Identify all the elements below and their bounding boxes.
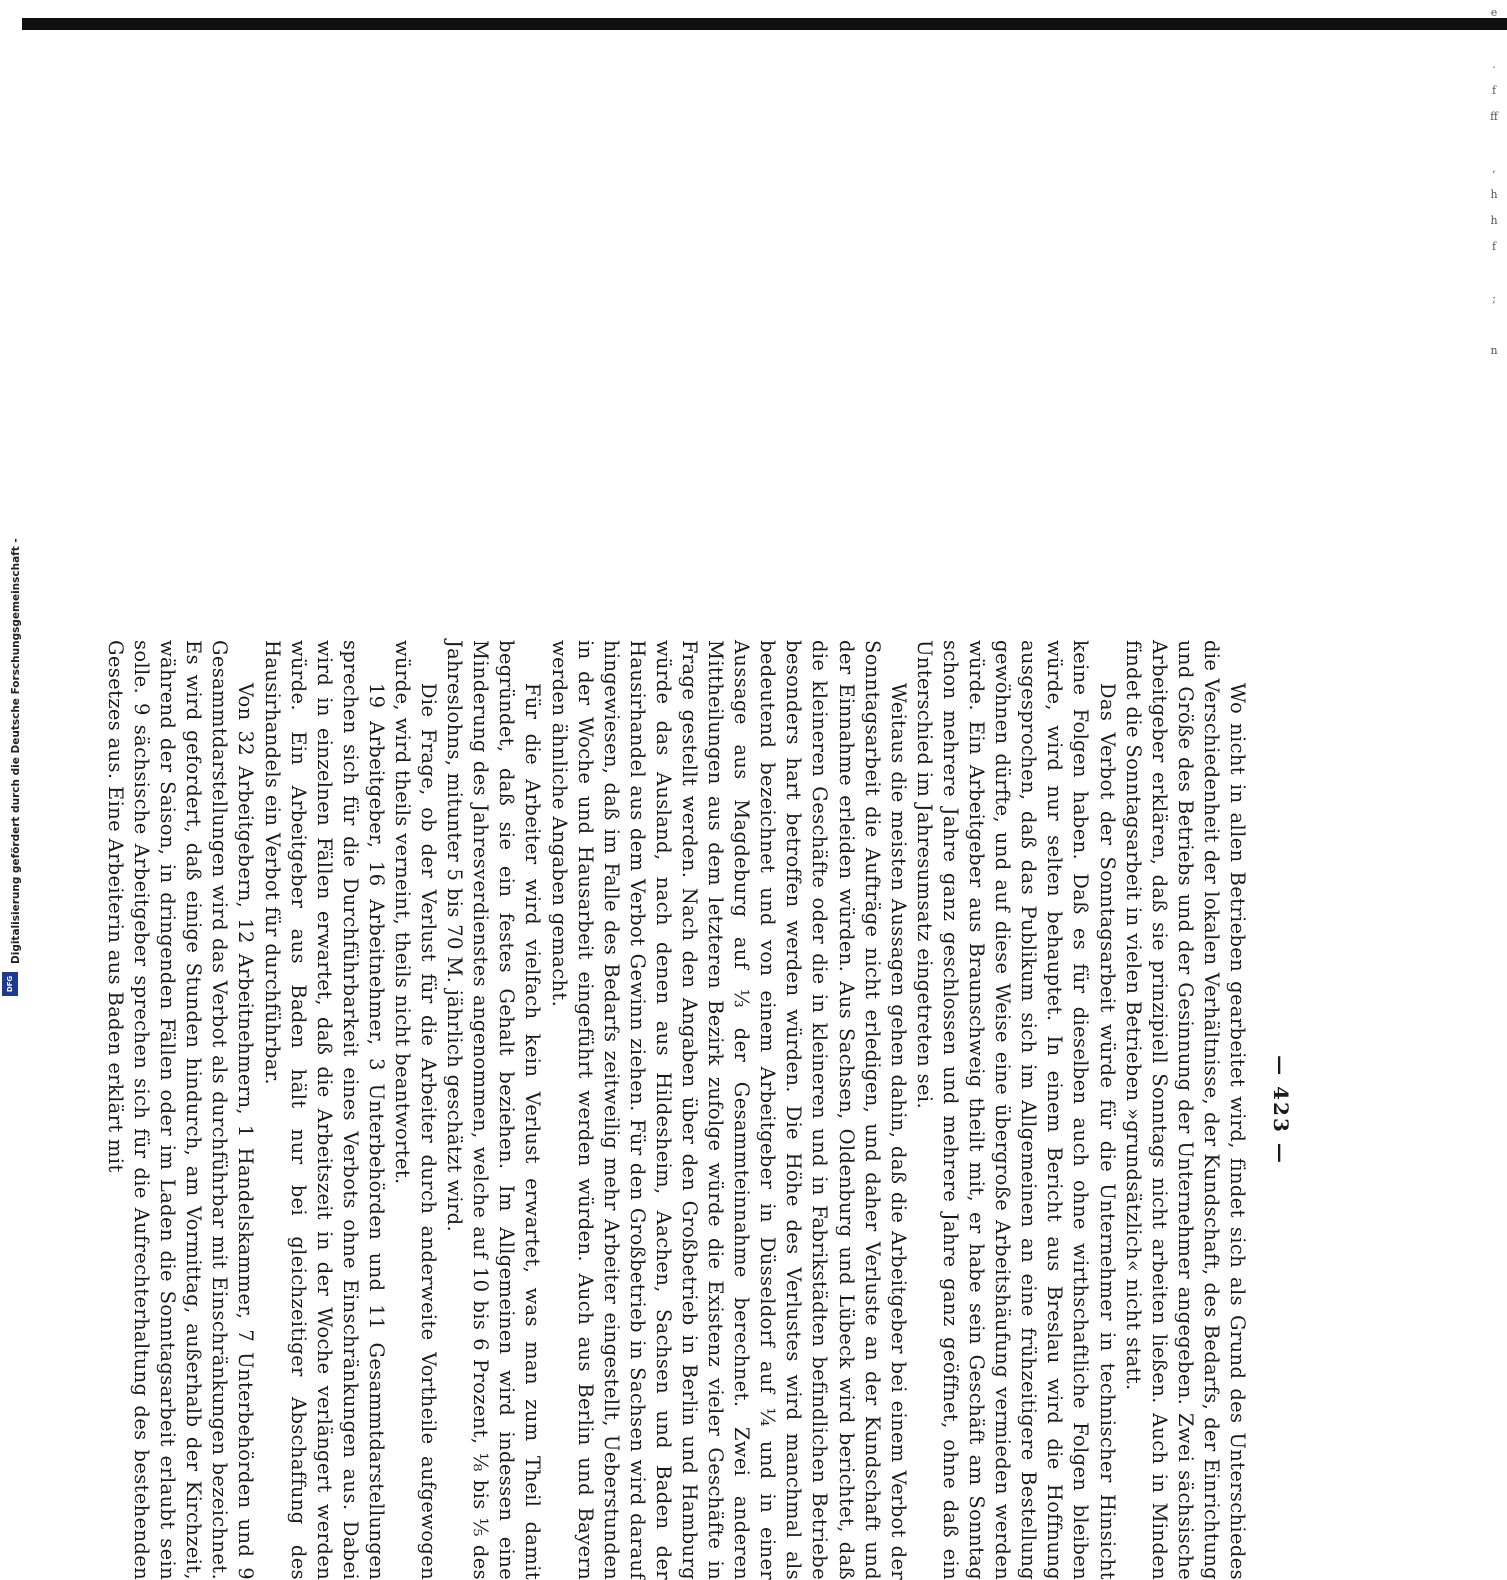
edge-letter: h — [1490, 188, 1498, 201]
paragraph: Das Verbot der Sonntagsarbeit würde für die Unternehmer in technischer Hinsicht keine Folgen haben. Daß es für dieselben auch ohne wirthschaftliche Folgen bleiben würde, wird nur selten behauptet. In einem Bericht aus Breslau wird die Hoffnung ausgesprochen, daß das Publikum sich im Allgemeinen an eine frühzeitigere Bestellung gewöhnen dürfte, und auf diese Weise eine übergroße Arbeitshäufung vermieden werden würde. Ein Arbeitgeber aus Braunschweig theilt mit, er habe sein Geschäft am Sonntag schon mehrere Jahre ganz geschlossen und mehrere Jahre ganz geöffnet, ohne daß ein Unterschied im Jahresumsatz eingetreten sei. — [912, 640, 1119, 1580]
paragraph: Für die Arbeiter wird vielfach kein Verlust erwartet, was man zum Theil damit begründet, daß sie ein festes Gehalt beziehen. Im Allgemeinen wird indessen eine Minderung des Jahresverdienstes angenommen, welche auf 10 bis 6 Prozent, ⅛ bis ⅕ des Jahreslohns, mitunter 5 bis 70 M. jährlich geschätzt wird. — [443, 640, 545, 1580]
page-number: — 423 — — [1269, 1055, 1293, 1165]
edge-letter: ; — [1492, 292, 1496, 305]
paragraph: 19 Arbeitgeber, 16 Arbeitnehmer, 3 Unterbehörden und 11 Gesammtdarstellungen sprechen sich für die Durchführbarkeit eines Verbots ohne Einschränkungen aus. Dabei wird in einzelnen Fällen erwartet, daß die Arbeitszeit in der Woche verlängert werden würde. Ein Arbeitgeber aus Baden hält nur bei gleichzeitiger Abschaffung des Hausirhandels ein Verbot für durchführbar. — [260, 640, 388, 1580]
dfg-logo-text: DFG — [6, 975, 14, 993]
edge-letter: h — [1490, 214, 1498, 227]
paragraph: Wo nicht in allen Betrieben gearbeitet wird, findet sich als Grund des Unterschiedes die Verschiedenheit der lokalen Verhältnisse, der Kundschaft, des Bedarfs, der Einrichtung und Größe des Betriebs und der Gesinnung der Unternehmer angegeben. Zwei sächsische Arbeitgeber erklären, daß sie prinzipiell Sonntags nicht arbeiten ließen. Auch in Minden findet die Sonntagsarbeit in vielen Betrieben »grundsätzlich« nicht statt. — [1121, 640, 1249, 1580]
edge-letter: , — [1492, 162, 1496, 175]
edge-letter: f — [1491, 84, 1497, 97]
edge-letter: f — [1491, 240, 1497, 253]
paragraph: Weitaus die meisten Aussagen gehen dahin, daß die Arbeitgeber bei einem Verbot der Sonntagsarbeit die Aufträge nicht erledigen, und daher Verluste an der Kundschaft und der Einnahme erleiden würden. Aus Sachsen, Oldenburg und Lübeck wird berichtet, daß die kleineren Geschäfte oder die in kleineren und in Fabrikstädten befindlichen Betriebe besonders hart betroffen werden würden. Die Höhe des Verlustes wird manchmal als bedeutend bezeichnet und von einem Arbeitgeber in Düsseldorf auf ¼ und in einer Aussage aus Magdeburg auf ⅓ der Gesammteinnahme berechnet. Zwei anderen Mittheilungen aus dem letzteren Bezirk zufolge würde die Existenz vieler Geschäfte in Frage gestellt werden. Nach den Angaben über den Großbetrieb in Berlin und Hamburg würde das Ausland, nach denen aus Hildesheim, Aachen, Sachsen und Baden der Hausirhandel aus dem Verbot Gewinn ziehen. Für den Großbetrieb in Sachsen wird darauf hingewiesen, daß im Falle des Bedarfs zeitweilig mehr Arbeiter eingestellt, Ueberstunden in der Woche und Hausarbeit eingeführt werden würden. Auch aus Berlin und Bayern werden ähnliche Angaben gemacht. — [547, 640, 910, 1580]
paragraph: Die Frage, ob der Verlust für die Arbeiter durch anderweite Vortheile aufgewogen würde, wird theils verneint, theils nicht beantwortet. — [391, 640, 441, 1580]
edge-letter: e — [1490, 6, 1498, 19]
credit-text: Digitalisierung gefördert durch die Deutsche Forschungsgemeinschaft - — [10, 538, 22, 964]
edge-letter: n — [1490, 344, 1498, 357]
digitization-credit — [0, 0, 22, 1000]
paragraph-list — [102, 640, 1250, 1580]
edge-letter: ff — [1490, 110, 1498, 123]
dfg-logo — [2, 972, 18, 996]
edge-letter: . — [1492, 58, 1496, 71]
page-text-block — [0, 640, 1304, 1580]
paragraph: Von 32 Arbeitgebern, 12 Arbeitnehmern, 1 Handelskammer, 7 Unterbehörden und 9 Gesammtdarstellungen wird das Verbot als durchführbar mit Einschränkungen bezeichnet. Es wird gefordert, daß einige Stunden hindurch, am Vormittag, außerhalb der Kirchzeit, während der Saison, in dringenden Fällen oder im Laden die Sonntagsarbeit erlaubt sein solle. 9 sächsische Arbeitgeber sprechen sich für die Aufrechterhaltung des bestehenden Gesetzes aus. Eine Arbeiterin aus Baden erklärt mit — [103, 640, 258, 1580]
